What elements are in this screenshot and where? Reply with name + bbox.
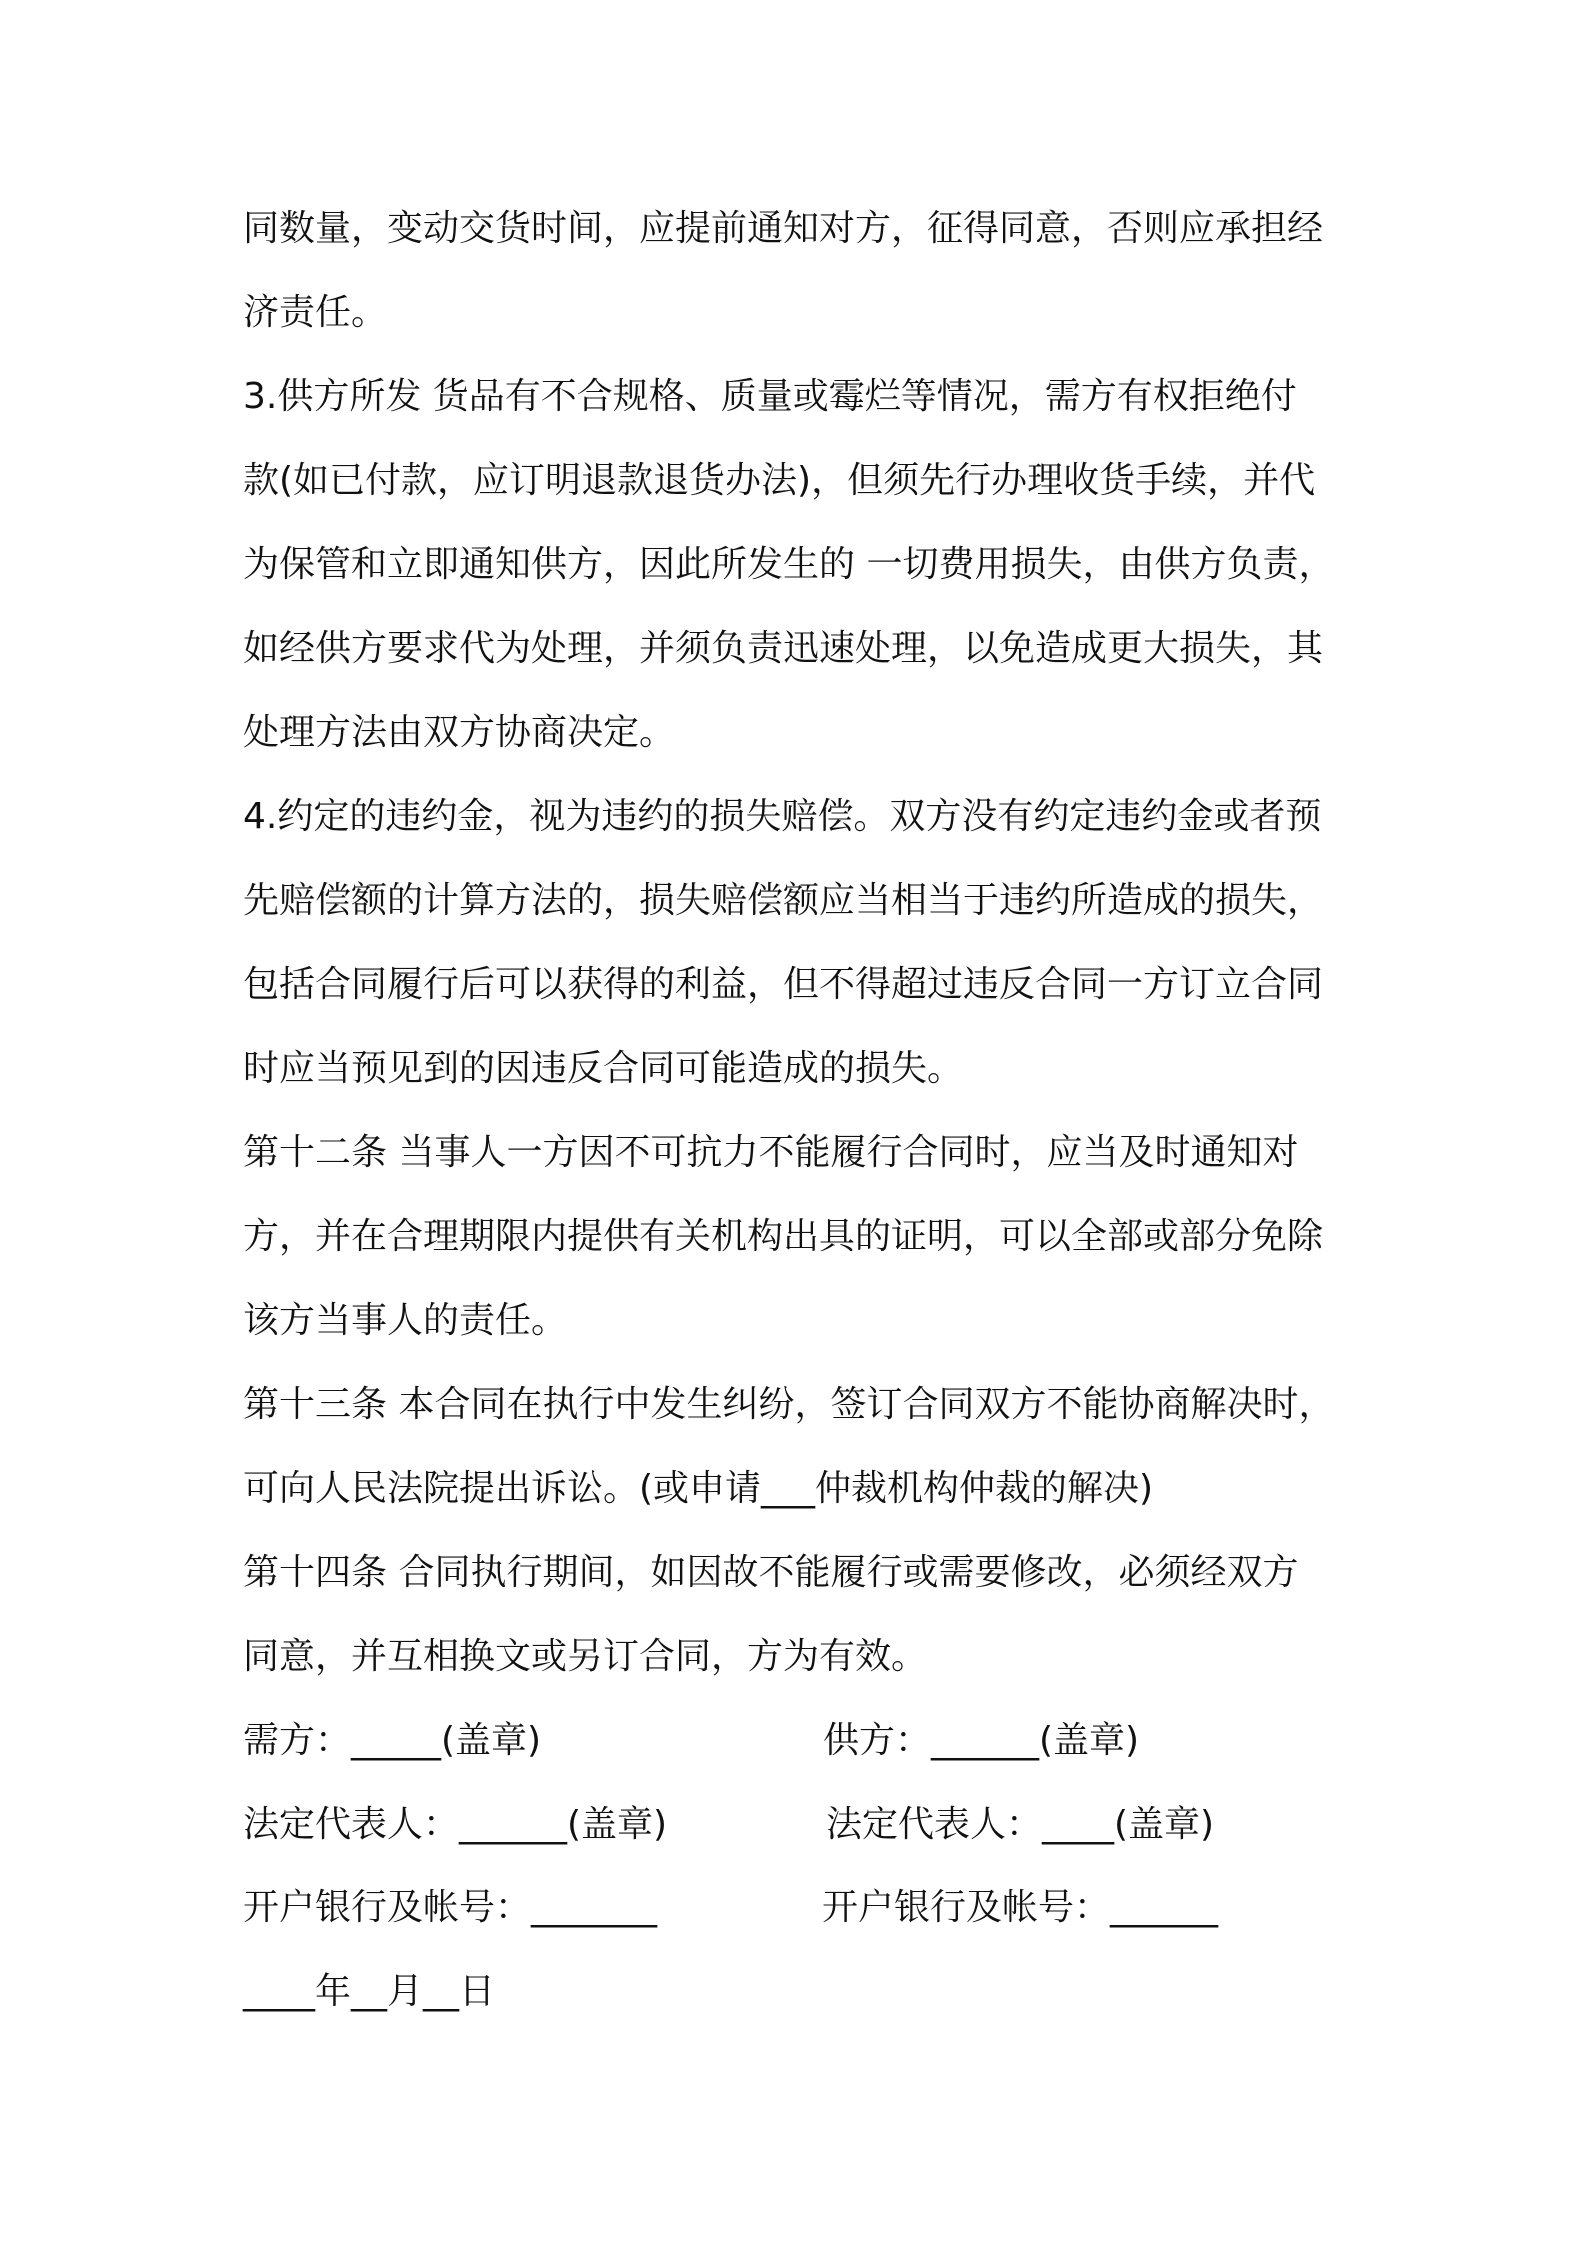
supplier-representative: 法定代表人：____(盖章) (826, 1804, 1215, 1845)
demander-bank-account: 开户银行及帐号：_______ (243, 1887, 658, 1928)
text-line: 先赔偿额的计算方法的，损失赔偿额应当相当于违约所造成的损失， (243, 880, 1324, 921)
text-line: 第十四条 合同执行期间，如因故不能履行或需要修改，必须经双方 (243, 1552, 1299, 1593)
signature-row-date (243, 1956, 1403, 2040)
supplier-bank-account: 开户银行及帐号：______ (822, 1887, 1219, 1928)
supplier-signature: 供方：______(盖章) (823, 1720, 1140, 1761)
text-line: 同意，并互相换文或另订合同，方为有效。 (243, 1636, 928, 1677)
text-line: 第十二条 当事人一方因不可抗力不能履行合同时，应当及时通知对 (243, 1132, 1299, 1173)
text-line: 第十三条 本合同在执行中发生纠纷，签订合同双方不能协商解决时， (243, 1384, 1335, 1425)
demander-signature: 需方：_____(盖章) (243, 1720, 542, 1761)
text-line: 为保管和立即通知供方，因此所发生的 一切费用损失，由供方负责， (243, 544, 1335, 585)
text-line: 处理方法由双方协商决定。 (243, 712, 676, 753)
signature-row-representative (243, 1789, 1403, 1873)
text-line: 如经供方要求代为处理，并须负责迅速处理，以免造成更大损失，其 (243, 628, 1324, 669)
signing-date: ____年__月__日 (243, 1971, 496, 2012)
contract-body (243, 193, 1403, 1705)
text-line: 该方当事人的责任。 (243, 1300, 568, 1341)
text-line: 款(如已付款，应订明退款退货办法)，但须先行办理收货手续，并代 (243, 460, 1316, 501)
demander-representative: 法定代表人：______(盖章) (243, 1804, 668, 1845)
text-line: 济责任。 (243, 292, 388, 333)
text-line: 方，并在合理期限内提供有关机构出具的证明，可以全部或部分免除 (243, 1216, 1324, 1257)
text-line: 包括合同履行后可以获得的利益，但不得超过违反合同一方订立合同 (243, 964, 1324, 1005)
text-line: 同数量，变动交货时间，应提前通知对方，征得同意，否则应承担经 (243, 208, 1324, 249)
signature-row-bank (243, 1872, 1403, 1956)
text-line: 时应当预见到的因违反合同可能造成的损失。 (243, 1048, 964, 1089)
text-line: 4.约定的违约金，视为违约的损失赔偿。双方没有约定违约金或者预 (243, 796, 1322, 837)
signature-row-party (243, 1705, 1403, 1789)
text-line: 可向人民法院提出诉讼。(或申请___仲裁机构仲裁的解决) (243, 1468, 1154, 1509)
text-line: 3.供方所发 货品有不合规格、质量或霉烂等情况，需方有权拒绝付 (243, 376, 1297, 417)
